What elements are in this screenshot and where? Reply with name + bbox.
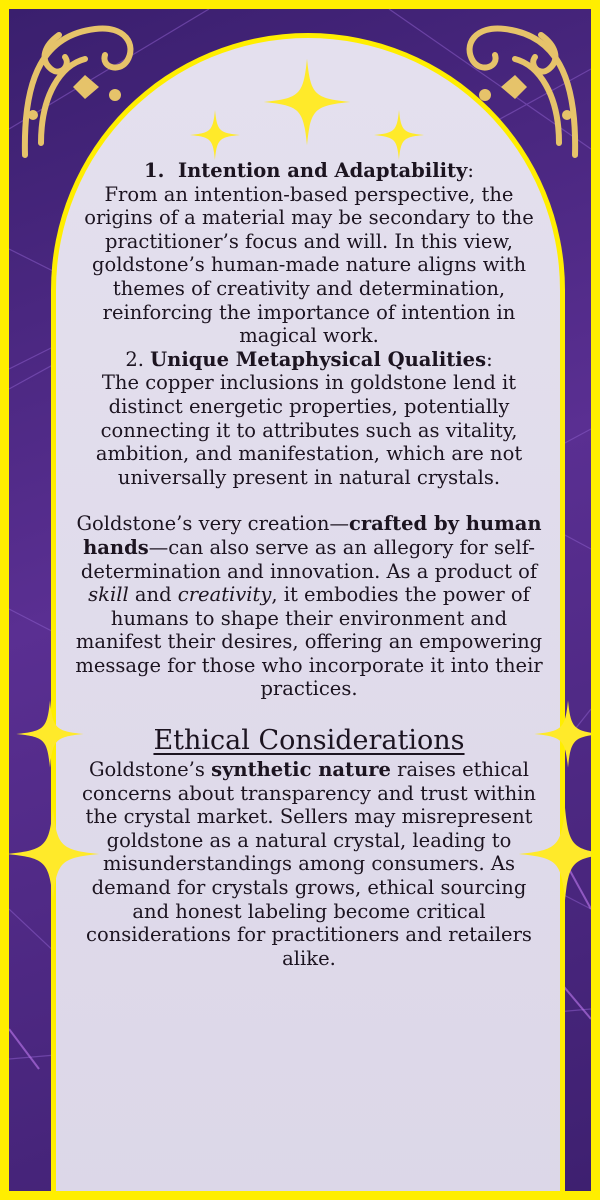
ethical-text-2: raises ethical concerns about transparency and trust within the crystal market. Sellers may misrepresent goldstone as a natural crystal, leading to misunderstandings among consumers. As demand for crystals grows, ethical sourcing and honest labeling become critical considerations for practitioners and retailers alike. xyxy=(82,758,536,970)
sparkle-icon xyxy=(189,109,241,161)
creation-bold: crafted by human hands xyxy=(83,512,542,559)
sparkle-icon xyxy=(373,109,425,161)
creation-text-3: and xyxy=(128,583,178,607)
creation-text-2: —can also serve as an allegory for self-determination and innovation. As a product of xyxy=(80,535,538,583)
spacer xyxy=(75,489,543,512)
creation-text-1: Goldstone’s very creation— xyxy=(76,512,349,536)
spacer xyxy=(75,701,543,724)
section-2 xyxy=(75,348,543,490)
ethical-heading: Ethical Considerations xyxy=(153,725,465,757)
section-2-colon: : xyxy=(486,347,493,371)
sparkle-icon xyxy=(262,57,352,147)
section-1-title: Intention and Adaptability xyxy=(177,159,468,182)
ethical-text-1: Goldstone’s xyxy=(88,758,212,782)
section-1-body: From an intention-based perspective, the origins of a material may be secondary to the practitioner’s focus and will. In this view, goldstone’s human-made nature aligns with themes of creativity and determination, reinforcing the importance of intention in magical work. xyxy=(84,182,534,348)
section-1 xyxy=(75,159,543,348)
creation-text-4: , it embodies the power of humans to shape their environment and manifest their desires, offering an empowering message for those who incorporate it into their practices. xyxy=(75,583,543,701)
creation-italic-1: skill xyxy=(88,583,129,607)
section-1-number: 1. xyxy=(144,159,165,182)
section-2-number: 2. xyxy=(125,347,144,371)
creation-italic-2: creativity xyxy=(177,583,272,607)
ethical-paragraph xyxy=(75,758,543,970)
section-1-colon: : xyxy=(467,159,474,182)
ethical-bold: synthetic nature xyxy=(211,758,391,782)
section-2-title: Unique Metaphysical Qualities xyxy=(150,347,487,371)
section-2-body: The copper inclusions in goldstone lend it distinct energetic properties, potentially connecting it to attributes such as vitality, ambition, and manifestation, which are not universally present in natural crystals. xyxy=(95,371,523,489)
article-content xyxy=(75,159,543,970)
creation-paragraph xyxy=(75,512,543,701)
